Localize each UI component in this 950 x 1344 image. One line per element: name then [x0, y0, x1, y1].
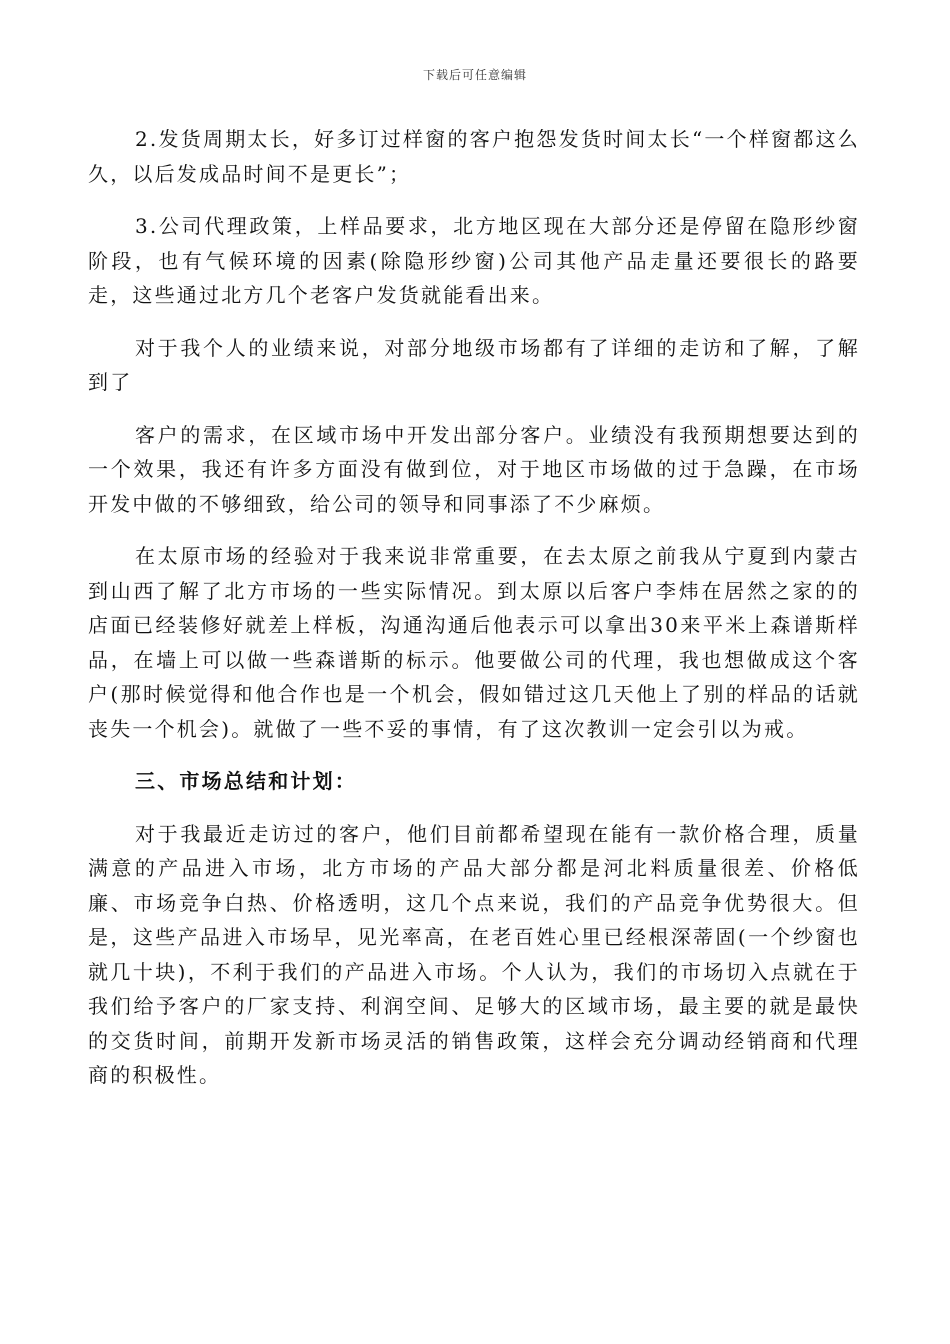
paragraph-shipping-cycle: 2.发货周期太长，好多订过样窗的客户抱怨发货时间太长“一个样窗都这么久，以后发成品时间不是更长”； [88, 127, 860, 186]
paragraph-customer-needs: 客户的需求，在区域市场中开发出部分客户。业绩没有我预期想要达到的一个效果，我还有许多方面没有做到位，对于地区市场做的过于急躁，在市场开发中做的不够细致，给公司的领导和同事添了不少麻烦。 [88, 422, 860, 516]
paragraph-agency-policy: 3.公司代理政策，上样品要求，北方地区现在大部分还是停留在隐形纱窗阶段，也有气候环境的因素(除隐形纱窗)公司其他产品走量还要很长的路要走，这些通过北方几个老客户发货就能看出来。 [88, 214, 860, 307]
section-heading-market-summary: 三、市场总结和计划： [135, 769, 357, 793]
paragraph-market-plan: 对于我最近走访过的客户，他们目前都希望现在能有一款价格合理，质量满意的产品进入市场，北方市场的产品大部分都是河北料质量很差、价格低廉、市场竞争白热、价格透明，这几个点来说，我们的产品竞争优势很大。但是，这些产品进入市场早，见光率高，在老百姓心里已经根深蒂固(一个纱窗也就几十块)，不利于我们的产品进入市场。个人认为，我们的市场切入点就在于我们给予客户的厂家支持、利润空间、足够大的区域市场，最主要的就是最快的交货时间，前期开发新市场灵活的销售政策，这样会充分调动经销商和代理商的积极性。 [88, 821, 860, 1087]
page-header: 下载后可任意编辑 [422, 68, 527, 82]
document-body [88, 122, 860, 1111]
paragraph-personal-performance: 对于我个人的业绩来说，对部分地级市场都有了详细的走访和了解，了解到了 [88, 335, 860, 394]
paragraph-taiyuan-experience: 在太原市场的经验对于我来说非常重要，在去太原之前我从宁夏到内蒙古到山西了解了北方市场的一些实际情况。到太原以后客户李炜在居然之家的的店面已经装修好就差上样板，沟通沟通后他表示可以拿出30来平米上森谱斯样品，在墙上可以做一些森谱斯的标示。他要做公司的代理，我也想做成这个客户(那时候觉得和他合作也是一个机会，假如错过这几天他上了别的样品的话就丧失一个机会)。就做了一些不妥的事情，有了这次教训一定会引以为戒。 [88, 544, 860, 741]
